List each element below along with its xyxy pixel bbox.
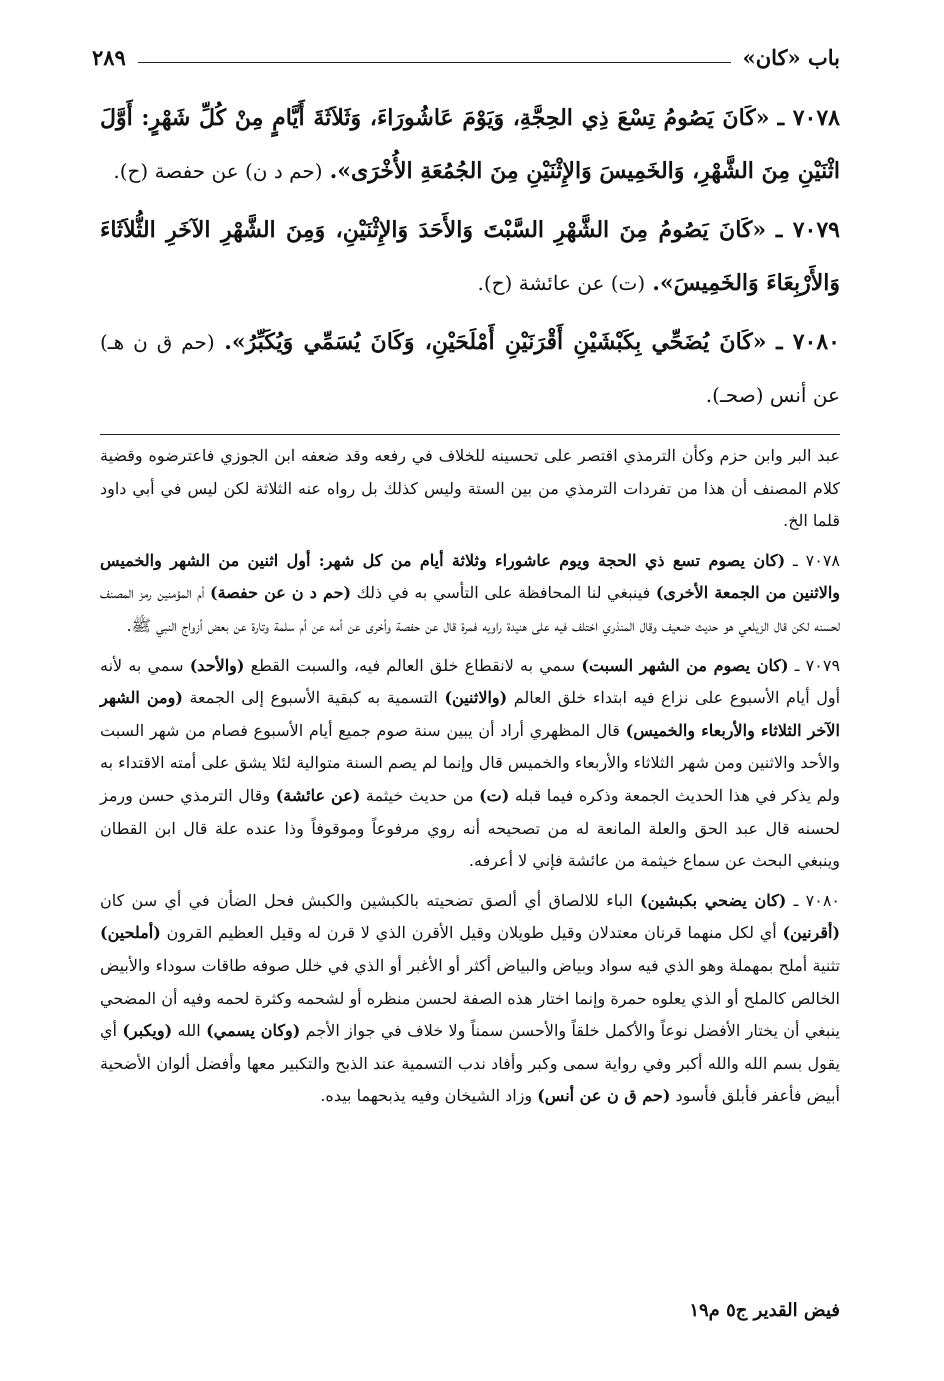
commentary-highlight: (وكان يسمي)	[206, 1021, 301, 1041]
footnote-divider	[100, 434, 840, 435]
commentary-highlight: (ويكبر)	[122, 1021, 173, 1041]
commentary-text: من حديث خيثمة	[360, 785, 480, 805]
commentary-text: أي لكل منهما قرنان معتدلان وقيل طويلان وقيل الأقرن الذي لا قرن له وقيل العظيم القرون	[160, 923, 783, 943]
commentary-highlight: (والاثنين)	[444, 688, 508, 708]
commentary-text: الباء للالصاق أي ألصق تضحيته بالكبشين والكبش فحل الضأن في أي سن كان	[100, 890, 641, 910]
hadith-entry	[100, 204, 840, 310]
hadith-reference: (حم د ن) عن حفصة (ح).	[113, 159, 323, 183]
commentary-highlight: (ومن الشهر الآخر الثلاثاء والأربعاء والخميس)	[100, 688, 841, 740]
commentary-text: ٧٠٨٠ ـ	[786, 890, 840, 910]
footer-signature: فيض القدير ج٥ م١٩	[689, 1300, 840, 1321]
commentary-text: أم المؤمنين رمز المصنف لحسنه لكن قال الزيلعي هو حديث ضعيف وقال المنذري اختلف فيه على هنيدة راويه فمرة قال عن حفصة وأخرى عن أمه عن أم سلمة وتارة عن بعض أزواج النبي ﷺ.	[100, 583, 840, 635]
page-number: ٢٨٩	[92, 44, 126, 70]
commentary-text: وزاد الشيخان وفيه يذبحهما بيده.	[320, 1086, 538, 1106]
commentary-text: الله	[172, 1021, 207, 1041]
commentary-text: فينبغي لنا المحافظة على التأسي به في ذلك	[351, 583, 656, 603]
chapter-title: باب «كان»	[742, 44, 840, 70]
hadith-section	[100, 92, 840, 428]
hadith-entry	[100, 316, 840, 422]
hadith-text: «كَانَ يَصُومُ تِسْعَ ذِي الحِجَّةِ، وَيَوْمَ عَاشُورَاءَ، وَثَلاَثَةَ أَيَّامٍ مِنْ كُلِّ شَهْرٍ: أَوَّلَ اثْنَيْنِ مِنَ الشَّهْرِ، وَالخَمِيسَ وَالإِثْنَيْنِ مِنَ الجُمُعَةِ الأُخْرَى».	[100, 105, 840, 184]
commentary-text: سمي به لأنه أول أيام الأسبوع على نزاع فيه ابتداء خلق العالم	[100, 655, 841, 708]
commentary-text: عبد البر وابن حزم وكأن الترمذي اقتصر على تحسينه للخلاف في رفعه وقد ضعفه ابن الجوزي فاعترضوه وقضية كلام المصنف أن هذا من تفردات الترمذي من بين الستة وليس كذلك بل رواه عنه الثلاثة لكن ليس في أبي داود قلما الخ.	[100, 446, 840, 531]
hadith-number: ٧٠٧٩ ـ	[775, 217, 840, 243]
commentary-highlight: (أملحين)	[100, 923, 161, 943]
commentary-text: سمي به لانقطاع خلق العالم فيه، والسبت القطع	[244, 655, 582, 675]
commentary-highlight: (والأحد)	[189, 655, 245, 675]
hadith-number: ٧٠٧٨ ـ	[777, 105, 840, 131]
commentary-text: أي يقول بسم الله والله أكبر وفي رواية سمى وكبر وأفاد ندب التسمية عند الذبح والتكبير معها وأفضل ألوان الأضحية أبيض فأعفر فأبلق فأسود	[100, 1021, 840, 1106]
commentary-text: ٧٠٧٨ ـ	[785, 550, 841, 570]
commentary-text: التسمية به كبقية الأسبوع إلى الجمعة	[182, 688, 445, 708]
commentary-text: وقال الترمذي حسن ورمز لحسنه قال عبد الحق والعلة المانعة له من تصحيحه أنه روي مرفوعاً وموقوفاً وذا عنده علة قال ابن القطان وينبغي البحث عن سماع خيثمة من عائشة فإني لا أعرفه.	[100, 785, 840, 871]
commentary-text: ٧٠٧٩ ـ	[788, 655, 841, 675]
commentary-highlight: (كان يضحي بكبشين)	[640, 890, 787, 910]
commentary-paragraph	[100, 545, 840, 643]
hadith-reference: (حم ق ن هـ) عن أنس (صحـ).	[100, 330, 840, 407]
commentary-paragraph	[100, 885, 840, 1113]
commentary-paragraph	[100, 440, 840, 538]
commentary-text: تثنية أملح بمهملة وهو الذي فيه سواد وبياض والبياض أكثر أو الأغبر أو الذي في خلل صوفه طاقات سوداء والأبيض الخالص كالملح أو الذي يعلوه حمرة وإنما اختار هذه الصفة لحسن منظره أو لشحمه وكثرة لحمه وفيه أن المضحي ينبغي أن يختار الأفضل نوعاً والأكمل خلقاً والأحسن سمناً ولا خلاف في جواز الأجم	[100, 955, 840, 1041]
commentary-highlight: (حم د ن عن حفصة)	[210, 583, 352, 603]
commentary-highlight: (حم ق ن عن أنس)	[537, 1086, 671, 1106]
commentary-highlight: (كان يصوم من الشهر السبت)	[581, 655, 789, 675]
commentary-highlight: (ت)	[479, 785, 510, 805]
hadith-text: «كَانَ يَصُومُ مِنَ الشَّهْرِ السَّبْتَ وَالأَحَدَ وَالإِثْنَيْنِ، وَمِنَ الشَّهْرِ الآخَرِ الثُّلاَثَاءَ وَالأَرْبِعَاءَ وَالخَمِيسَ».	[100, 217, 840, 296]
page-header	[92, 40, 840, 74]
commentary-section	[100, 440, 840, 1120]
commentary-highlight: (كان يصوم تسع ذي الحجة ويوم عاشوراء وثلاثة أيام من كل شهر: أول اثنين من الشهر والخميس والاثنين من الجمعة الأخرى)	[100, 550, 841, 603]
hadith-reference: (ت) عن عائشة (ح).	[477, 271, 646, 295]
hadith-number: ٧٠٨٠ ـ	[776, 329, 840, 355]
commentary-paragraph	[100, 650, 840, 878]
header-rule	[138, 62, 731, 63]
hadith-text: «كَانَ يُضَحِّي بِكَبْشَيْنِ أَقْرَنَيْنِ أَمْلَحَيْنِ، وَكَانَ يُسَمِّي وَيُكَبِّرُ».	[224, 329, 767, 355]
commentary-highlight: (عن عائشة)	[275, 785, 361, 805]
commentary-highlight: (أقرنين)	[782, 923, 841, 943]
hadith-entry	[100, 92, 840, 198]
commentary-text: قال المظهري أراد أن يبين سنة صوم جميع أيام الأسبوع فصام من شهر السبت والأحد والاثنين ومن شهر الثلاثاء والأربعاء والخميس قال وإنما لم يصم السنة متوالية لئلا يشق على أمته الاقتداء به ولم يذكر في هذا الحديث الجمعة وذكره فيما قبله	[100, 720, 841, 805]
